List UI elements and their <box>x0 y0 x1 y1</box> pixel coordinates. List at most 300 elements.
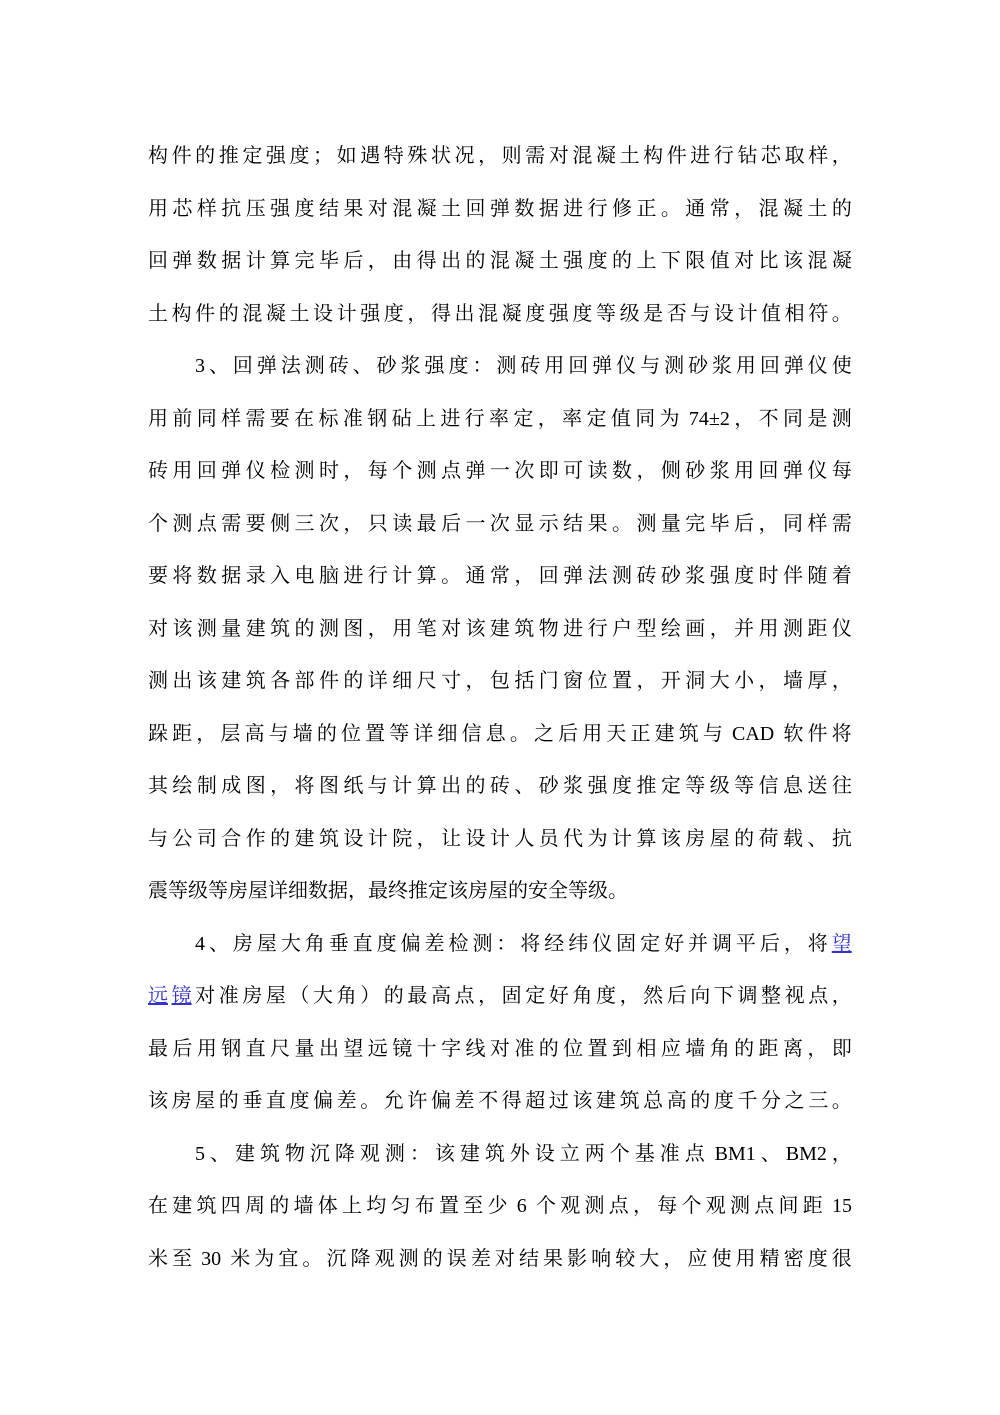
text-char: 周 <box>245 1195 265 1217</box>
text-char: 进 <box>690 145 711 167</box>
text-char: 纸 <box>343 775 364 797</box>
text-char: 15 <box>827 1195 852 1217</box>
text-char: 用 <box>544 355 565 377</box>
text-char: （ <box>289 985 310 1007</box>
text-char: 设 <box>465 827 486 850</box>
text-char: 高 <box>244 722 265 745</box>
text-char: 计 <box>737 302 758 325</box>
text-char: 图 <box>245 775 266 797</box>
text-char: 抗 <box>221 197 242 220</box>
text-char: 建 <box>234 1142 255 1165</box>
text-line <box>148 183 852 236</box>
text-char: 毕 <box>318 250 339 272</box>
text-char: 筑 <box>318 827 339 850</box>
text-char: 等 <box>734 775 755 797</box>
text-char: 检 <box>270 460 291 482</box>
text-char: 限 <box>685 250 706 272</box>
text-char: 入 <box>270 565 291 587</box>
text-char: 作 <box>245 827 266 850</box>
text-char: 测 <box>831 407 852 430</box>
text-char: 回 <box>759 355 780 377</box>
text-char: 芯 <box>761 145 782 167</box>
text-char: 进 <box>440 407 461 430</box>
text-char: 房 <box>232 932 253 955</box>
text-char: 弹 <box>256 355 277 377</box>
text-char: 终 <box>388 880 408 902</box>
text-char: 混 <box>489 250 510 272</box>
text-char: 30 <box>196 1247 227 1270</box>
text-char: 、 <box>807 827 828 850</box>
text-line <box>148 550 852 603</box>
text-char: 计 <box>245 250 266 272</box>
text-char: BM1 <box>709 1142 756 1165</box>
text-char: 角 <box>709 1037 730 1060</box>
text-char: 凝 <box>501 302 522 325</box>
text-char: 据 <box>538 197 559 220</box>
text-char: 角 <box>304 932 325 955</box>
text-char: 状 <box>430 145 451 167</box>
text-char: 型 <box>636 617 657 640</box>
text-char: 要 <box>148 565 168 587</box>
text-char: 等 <box>595 302 616 325</box>
text-char: 砖 <box>520 355 541 377</box>
text-char: 测 <box>782 617 803 640</box>
text-char: 录 <box>245 565 266 587</box>
text-char: 窗 <box>563 670 584 692</box>
text-char: 差 <box>470 1247 491 1270</box>
text-char: ， <box>478 985 499 1007</box>
text-char: 定 <box>428 880 448 902</box>
text-char: 测 <box>496 355 517 377</box>
text-char: 度 <box>572 302 593 325</box>
text-char: 强 <box>265 145 286 167</box>
text-char: ， <box>537 407 558 430</box>
text-char: 大 <box>280 932 301 955</box>
text-char: 角 <box>336 985 357 1007</box>
text-char: 钢 <box>367 407 388 430</box>
text-char: 米 <box>230 1247 251 1270</box>
text-char: 好 <box>664 932 685 955</box>
text-char: 测 <box>730 1195 750 1217</box>
text-char: 凝 <box>265 302 286 325</box>
text-char: 回 <box>758 460 779 482</box>
text-char: 房 <box>242 985 263 1007</box>
text-char: 进 <box>563 617 584 640</box>
text-line <box>148 393 852 446</box>
text-char: 侧 <box>270 512 291 535</box>
text-char: 度 <box>294 197 315 220</box>
text-char: 设 <box>313 302 334 325</box>
text-char: ， <box>636 460 657 482</box>
text-char: 仪 <box>831 617 852 640</box>
text-line <box>148 760 852 813</box>
text-char: 得 <box>501 1090 522 1112</box>
text-char: 弹 <box>592 355 613 377</box>
text-char: 与 <box>367 775 388 797</box>
text-char: 的 <box>218 1090 239 1112</box>
text-char: 筑 <box>484 1142 505 1165</box>
text-char: 得 <box>416 250 437 272</box>
text-char: 值 <box>761 302 782 325</box>
text-char: 好 <box>548 985 569 1007</box>
text-char: 筑 <box>196 1195 217 1217</box>
text-char: 层 <box>220 722 241 745</box>
text-char: 度 <box>713 1090 734 1112</box>
text-char: 沉 <box>309 1142 330 1165</box>
text-char: 点 <box>808 985 829 1007</box>
text-char: 上 <box>342 1195 362 1217</box>
text-char: 件 <box>171 145 192 167</box>
text-char: 三 <box>808 1090 829 1112</box>
paragraph <box>148 1128 852 1286</box>
text-char: 屋 <box>709 827 730 850</box>
text-char: 伴 <box>782 565 803 587</box>
text-char: 的 <box>294 617 315 640</box>
text-char: 绘 <box>172 775 193 797</box>
text-char: 测 <box>636 512 657 535</box>
text-char: 筑 <box>619 1090 640 1112</box>
text-char: 垂 <box>328 932 349 955</box>
text-char: 建 <box>294 827 315 850</box>
text-line <box>148 918 852 971</box>
text-char: ， <box>343 460 364 482</box>
text-char: 浆 <box>563 775 584 797</box>
text-char: 6 <box>511 1195 532 1217</box>
text-char: 算 <box>636 827 657 850</box>
telescope-hyperlink[interactable]: 镜 <box>171 985 192 1007</box>
text-char: 每 <box>831 460 852 482</box>
text-char: 用 <box>172 460 193 482</box>
text-char: 息 <box>485 722 506 745</box>
text-char: 宜 <box>278 1247 299 1270</box>
text-char: 该 <box>465 617 486 640</box>
text-char: 软 <box>783 722 804 745</box>
text-char: 次 <box>489 512 510 535</box>
text-char: 据 <box>221 250 242 272</box>
text-char: ： <box>409 1142 430 1165</box>
text-char: 由 <box>392 250 413 272</box>
text-char: 进 <box>563 197 584 220</box>
text-char: 该 <box>196 670 217 692</box>
text-char: 强 <box>709 565 730 587</box>
text-char: 个 <box>148 512 168 535</box>
text-char: 量 <box>221 617 242 640</box>
text-char: 后 <box>558 722 579 745</box>
text-char: 屋 <box>248 880 268 902</box>
telescope-hyperlink[interactable]: 远 <box>148 985 168 1007</box>
text-char: 的 <box>383 985 404 1007</box>
text-char: 房 <box>171 1090 192 1112</box>
text-char: 括 <box>514 670 535 692</box>
text-char: 浆 <box>711 355 732 377</box>
text-char: 三 <box>294 512 315 535</box>
text-char: 该 <box>572 1090 593 1112</box>
text-char: 土 <box>289 302 310 325</box>
text-char: 测 <box>318 617 339 640</box>
text-char: 混 <box>392 197 413 220</box>
text-char: 等 <box>685 775 706 797</box>
text-char: 距 <box>172 722 193 745</box>
text-char: 的 <box>465 775 486 797</box>
text-char: 凝 <box>595 145 616 167</box>
text-char: 结 <box>563 512 584 535</box>
text-char: 许 <box>407 1090 428 1112</box>
text-char: 用 <box>148 407 168 430</box>
text-char: 分 <box>761 1090 782 1112</box>
text-char: 设 <box>713 302 734 325</box>
text-char: 墙 <box>292 722 313 745</box>
text-char: 之 <box>784 1090 805 1112</box>
text-char: 纬 <box>568 932 589 955</box>
text-char: 仪 <box>807 460 828 482</box>
telescope-hyperlink[interactable]: 望 <box>831 932 852 955</box>
text-char: 均 <box>366 1195 387 1217</box>
text-char: 同 <box>196 407 217 430</box>
text-char: 对 <box>441 617 462 640</box>
text-char: 测 <box>294 460 315 482</box>
text-char: 少 <box>487 1195 508 1217</box>
text-char: 部 <box>294 670 315 692</box>
text-char: 对 <box>148 617 168 640</box>
text-char: 仪 <box>592 932 613 955</box>
text-char: 然 <box>643 985 664 1007</box>
text-char: 等 <box>208 880 228 902</box>
text-char: 建 <box>221 670 242 692</box>
text-char: 、 <box>209 1142 230 1165</box>
text-char: 望 <box>343 1037 364 1060</box>
text-char: 土 <box>619 145 640 167</box>
text-line <box>148 865 852 918</box>
text-char: 果 <box>543 1247 563 1270</box>
text-char: 绘 <box>660 617 681 640</box>
text-char: 调 <box>711 932 732 955</box>
text-char: 信 <box>461 722 482 745</box>
text-char: 凝 <box>514 250 535 272</box>
text-char: 强 <box>270 197 291 220</box>
text-char: 为 <box>587 827 608 850</box>
text-char: 土 <box>148 302 168 325</box>
text-char: 算 <box>270 250 291 272</box>
text-char: 样 <box>196 197 217 220</box>
text-char: 在 <box>148 1195 168 1217</box>
text-char: 并 <box>734 617 755 640</box>
text-char: 芯 <box>172 197 193 220</box>
text-char: 数 <box>308 880 328 902</box>
text-char: 钻 <box>737 145 758 167</box>
text-char: ， <box>348 880 368 902</box>
text-char: 度 <box>595 985 616 1007</box>
text-char: 量 <box>294 1037 315 1060</box>
paragraph <box>148 340 852 918</box>
text-char: 则 <box>501 145 522 167</box>
text-char: 砖 <box>148 460 168 482</box>
text-char: 视 <box>784 985 805 1007</box>
text-line <box>148 1128 852 1181</box>
text-char: 前 <box>172 407 193 430</box>
text-char: 、 <box>352 355 373 377</box>
text-char: 出 <box>454 302 475 325</box>
text-char: 不 <box>758 407 779 430</box>
text-char: 准 <box>659 1142 680 1165</box>
text-char: 的 <box>269 1195 290 1217</box>
text-char: 与 <box>268 722 289 745</box>
text-char: 用 <box>735 1247 756 1270</box>
text-char: 推 <box>636 775 657 797</box>
text-char: 计 <box>612 827 633 850</box>
text-char: 房 <box>685 827 706 850</box>
text-char: 的 <box>218 302 239 325</box>
text-char: 、 <box>760 1142 781 1165</box>
text-char: 偏 <box>430 1090 451 1112</box>
text-char: 。 <box>302 1247 323 1270</box>
text-char: 的 <box>612 250 633 272</box>
text-char: 一 <box>489 460 510 482</box>
text-char: 置 <box>439 1195 459 1217</box>
text-char: 计 <box>489 827 510 850</box>
text-line <box>148 130 852 183</box>
text-char: ， <box>478 145 499 167</box>
text-char: 的 <box>508 880 528 902</box>
text-char: ， <box>758 512 779 535</box>
text-char: 细 <box>437 722 458 745</box>
text-char: 弹 <box>221 460 242 482</box>
text-char: 仪 <box>807 355 828 377</box>
text-char: 的 <box>465 250 486 272</box>
text-char: 混 <box>572 145 593 167</box>
text-char: 弹 <box>465 460 486 482</box>
text-char: 固 <box>501 985 522 1007</box>
text-char: 砖 <box>489 775 510 797</box>
text-char: 回 <box>538 565 559 587</box>
text-char: 的 <box>690 1090 711 1112</box>
text-char: 尺 <box>416 670 437 692</box>
text-char: 为 <box>659 407 680 430</box>
text-char: 员 <box>538 827 559 850</box>
text-char: 测 <box>384 1142 405 1165</box>
text-char: 将 <box>294 775 315 797</box>
text-char: 的 <box>831 197 852 220</box>
text-char: 在 <box>294 407 315 430</box>
text-char: 强 <box>424 355 445 377</box>
text-char: 浆 <box>709 460 730 482</box>
text-char: 密 <box>783 1247 804 1270</box>
text-char: 筑 <box>678 722 699 745</box>
text-char: 让 <box>441 827 462 850</box>
text-char: 大 <box>639 1247 660 1270</box>
text-char: 件 <box>195 302 216 325</box>
text-char: 同 <box>782 407 803 430</box>
text-char: 点 <box>754 1195 775 1217</box>
text-char: 细 <box>288 880 308 902</box>
text-char: 响 <box>591 1247 612 1270</box>
text-char: 物 <box>538 617 559 640</box>
text-char: 合 <box>221 827 242 850</box>
text-char: 小 <box>734 670 755 692</box>
text-char: 即 <box>831 1037 852 1060</box>
text-char: CAD <box>727 722 780 745</box>
text-char: 详 <box>367 670 388 692</box>
text-char: 强 <box>548 302 569 325</box>
text-char: 测 <box>304 355 325 377</box>
text-char: 对 <box>548 145 569 167</box>
text-char: 行 <box>587 197 608 220</box>
text-char: ， <box>465 670 486 692</box>
text-char: 代 <box>563 827 584 850</box>
text-char: 后 <box>759 932 780 955</box>
text-char: 砖 <box>328 355 349 377</box>
text-char: 需 <box>831 512 852 535</box>
text-char: 检 <box>448 932 469 955</box>
text-char: 信 <box>758 775 779 797</box>
text-char: ， <box>343 512 364 535</box>
text-char: 至 <box>463 1195 484 1217</box>
text-char: ） <box>360 985 381 1007</box>
text-char: 四 <box>220 1195 241 1217</box>
text-char: 匀 <box>390 1195 411 1217</box>
text-char: 制 <box>196 775 217 797</box>
text-char: 角 <box>572 985 593 1007</box>
text-char: 强 <box>587 775 608 797</box>
text-char: 误 <box>446 1247 467 1270</box>
text-char: 高 <box>666 1090 687 1112</box>
text-char: 房 <box>468 880 488 902</box>
text-char: ， <box>407 302 428 325</box>
text-char: 回 <box>196 460 217 482</box>
text-char: 是 <box>807 407 828 430</box>
text-char: 。 <box>660 197 681 220</box>
text-char: 设 <box>534 1142 555 1165</box>
text-char: 混 <box>807 250 828 272</box>
text-char: 即 <box>538 460 559 482</box>
text-line <box>148 970 852 1023</box>
text-char: ， <box>196 722 217 745</box>
text-char: ， <box>709 617 730 640</box>
text-char: 完 <box>294 250 315 272</box>
text-char: 至 <box>172 1247 193 1270</box>
text-char: 用 <box>148 197 168 220</box>
text-char: 观 <box>374 1247 395 1270</box>
text-char: 直 <box>352 932 373 955</box>
text-char: 物 <box>284 1142 305 1165</box>
text-char: ， <box>633 1195 653 1217</box>
text-char: 行 <box>367 565 388 587</box>
text-char: 远 <box>367 1037 388 1060</box>
text-char: 筑 <box>245 670 266 692</box>
paragraph <box>148 918 852 1128</box>
text-line <box>148 445 852 498</box>
text-char: ， <box>663 1247 684 1270</box>
text-char: 将 <box>831 722 852 745</box>
text-char: 3 <box>195 355 205 377</box>
text-char: 图 <box>343 617 364 640</box>
text-char: 测 <box>398 1247 419 1270</box>
text-char: 结 <box>518 1247 539 1270</box>
text-char: 。 <box>360 1090 381 1112</box>
text-char: 5 <box>195 1142 205 1165</box>
text-char: 测 <box>416 460 437 482</box>
text-char: 每 <box>657 1195 678 1217</box>
text-char: 墙 <box>782 670 803 692</box>
text-char: 院 <box>392 827 413 850</box>
text-char: 出 <box>441 250 462 272</box>
text-char: 用 <box>735 355 756 377</box>
text-char: 级 <box>588 880 608 902</box>
text-char: 行 <box>464 407 485 430</box>
text-char: 差 <box>424 932 445 955</box>
text-char: 定 <box>513 407 534 430</box>
text-char: 高 <box>430 985 451 1007</box>
text-char: 测 <box>172 512 193 535</box>
